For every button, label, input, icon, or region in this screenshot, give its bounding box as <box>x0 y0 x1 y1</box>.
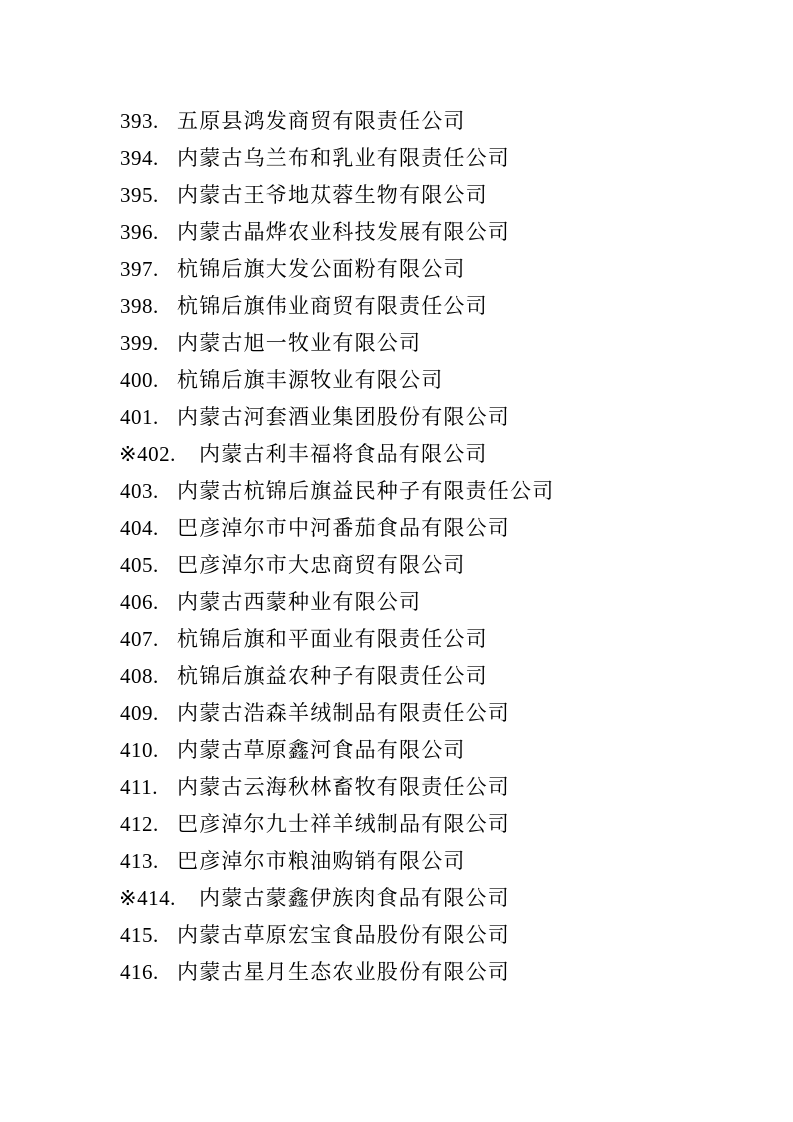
list-item-number: ※414. <box>119 886 176 910</box>
company-name: 内蒙古旭一牧业有限公司 <box>177 331 422 355</box>
company-name: 杭锦后旗和平面业有限责任公司 <box>177 627 488 651</box>
list-item <box>120 473 763 510</box>
list-item-number: 410. <box>120 738 159 762</box>
list-item-number: 401. <box>120 405 159 429</box>
list-item <box>120 214 763 251</box>
list-item <box>120 362 763 399</box>
list-item-number: 403. <box>120 479 159 503</box>
company-name: 内蒙古星月生态农业股份有限公司 <box>177 960 510 984</box>
list-item-number: 415. <box>120 923 159 947</box>
list-item-number: 413. <box>120 849 159 873</box>
company-name: 内蒙古蒙鑫伊族肉食品有限公司 <box>199 886 510 910</box>
company-name: 杭锦后旗大发公面粉有限公司 <box>177 257 466 281</box>
list-item <box>120 177 763 214</box>
company-name: 内蒙古草原宏宝食品股份有限公司 <box>177 923 510 947</box>
list-item <box>120 695 763 732</box>
list-item <box>120 399 763 436</box>
list-item-number: 404. <box>120 516 159 540</box>
list-item <box>120 251 763 288</box>
list-item <box>120 140 763 177</box>
company-name: 内蒙古河套酒业集团股份有限公司 <box>177 405 510 429</box>
list-item <box>120 843 763 880</box>
company-name: 内蒙古杭锦后旗益民种子有限责任公司 <box>177 479 555 503</box>
list-item <box>120 769 763 806</box>
list-item <box>120 510 763 547</box>
list-item <box>120 658 763 695</box>
list-item-number: 396. <box>120 220 159 244</box>
list-item <box>119 436 763 473</box>
company-name: 内蒙古云海秋林畜牧有限责任公司 <box>177 775 510 799</box>
list-item-number: 411. <box>120 775 158 799</box>
list-item-number: 405. <box>120 553 159 577</box>
company-name: 内蒙古浩森羊绒制品有限责任公司 <box>177 701 510 725</box>
list-item-number: ※402. <box>119 442 176 466</box>
company-name: 杭锦后旗伟业商贸有限责任公司 <box>177 294 488 318</box>
company-name: 五原县鸿发商贸有限责任公司 <box>177 109 466 133</box>
list-item <box>120 584 763 621</box>
list-item <box>120 103 763 140</box>
list-item-number: 400. <box>120 368 159 392</box>
company-name: 内蒙古王爷地苁蓉生物有限公司 <box>177 183 488 207</box>
list-item <box>120 547 763 584</box>
list-item-number: 397. <box>120 257 159 281</box>
list-item <box>120 954 763 991</box>
company-name: 内蒙古西蒙种业有限公司 <box>177 590 422 614</box>
company-name: 巴彦淖尔九士祥羊绒制品有限公司 <box>177 812 510 836</box>
list-item-number: 406. <box>120 590 159 614</box>
list-item-number: 409. <box>120 701 159 725</box>
company-name: 巴彦淖尔市粮油购销有限公司 <box>177 849 466 873</box>
list-item-number: 412. <box>120 812 159 836</box>
list-item <box>119 880 763 917</box>
company-name: 杭锦后旗益农种子有限责任公司 <box>177 664 488 688</box>
company-name: 巴彦淖尔市中河番茄食品有限公司 <box>177 516 510 540</box>
list-item <box>120 806 763 843</box>
list-item <box>120 621 763 658</box>
list-item-number: 399. <box>120 331 159 355</box>
company-name: 内蒙古草原鑫河食品有限公司 <box>177 738 466 762</box>
list-item-number: 407. <box>120 627 159 651</box>
list-item <box>120 917 763 954</box>
list-item-number: 398. <box>120 294 159 318</box>
list-item-number: 416. <box>120 960 159 984</box>
list-item <box>120 732 763 769</box>
list-item-number: 408. <box>120 664 159 688</box>
company-name: 内蒙古乌兰布和乳业有限责任公司 <box>177 146 510 170</box>
company-name: 杭锦后旗丰源牧业有限公司 <box>177 368 444 392</box>
list-item-number: 394. <box>120 146 159 170</box>
list-item <box>120 288 763 325</box>
list-item-number: 395. <box>120 183 159 207</box>
company-name: 内蒙古利丰福将食品有限公司 <box>199 442 488 466</box>
list-item-number: 393. <box>120 109 159 133</box>
company-name: 巴彦淖尔市大忠商贸有限公司 <box>177 553 466 577</box>
list-item <box>120 325 763 362</box>
company-name: 内蒙古晶烨农业科技发展有限公司 <box>177 220 510 244</box>
